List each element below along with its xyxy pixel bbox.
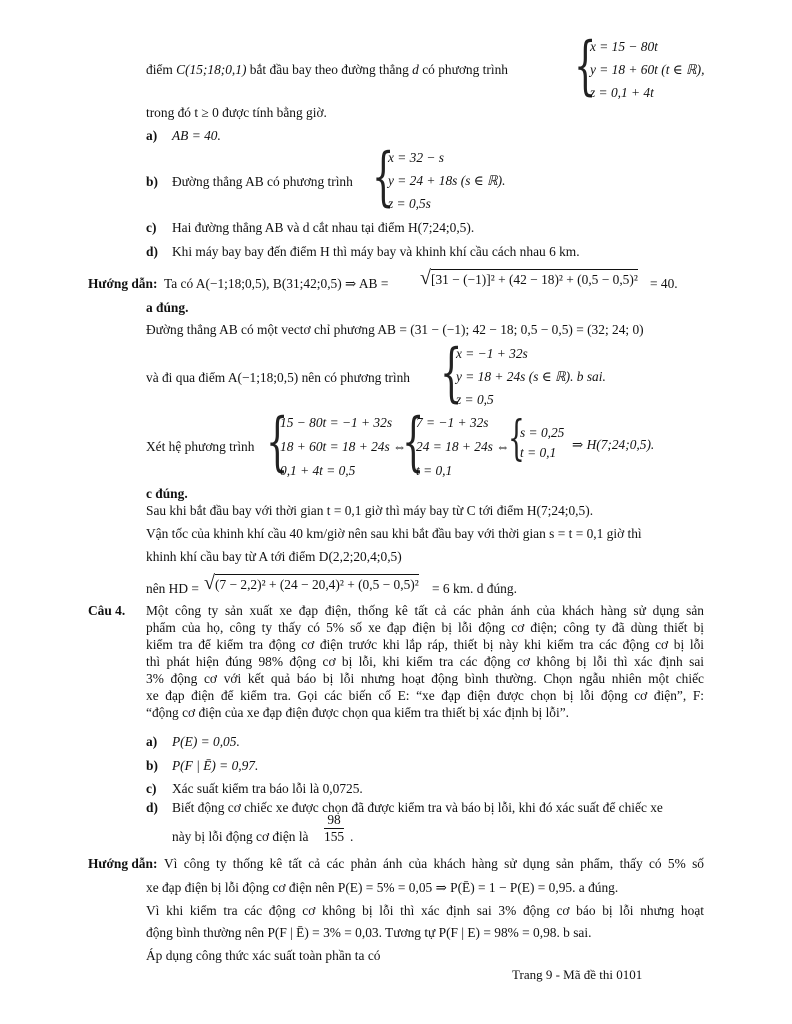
eq: z = 0,1 + 4t — [590, 85, 654, 100]
distance-pre: nên HD = — [146, 581, 199, 596]
brace-icon: { — [508, 410, 525, 466]
eq: y = 18 + 60t (t ∈ ℝ), — [590, 62, 705, 77]
page-footer: Trang 9 - Mã đề thi 0101 — [512, 967, 643, 982]
eq: t = 0,1 — [520, 445, 557, 460]
direction-vector-line: Đường thẳng AB có một vectơ chỉ phương AB = (31 − (−1); 42 − 18; 0,5 − 0,5) = (32; 24; 0) — [146, 322, 644, 337]
numerator: 98 — [324, 812, 344, 829]
eq: 24 = 18 + 24s ⇔ — [416, 439, 510, 454]
option-c: Hai đường thẳng AB và d cắt nhau tại điểm H(7;24;0,5). — [172, 220, 475, 235]
solution-2-line: xe đạp điện bị lỗi động cơ điện nên P(E) = 5% = 0,05 ⇒ P(Ē) = 1 − P(E) = 0,95. a đúng. — [146, 880, 619, 895]
option-d-label: d) — [146, 244, 158, 259]
eq: 18 + 60t = 18 + 24s ⇔ — [280, 439, 407, 454]
solution-2-line: động bình thường nên P(F | Ē) = 3% = 0,03. Tương tự P(F | E) = 98% = 0,98. b sai. — [146, 925, 592, 940]
option-c-label: c) — [146, 220, 157, 235]
eq: 7 = −1 + 32s — [416, 415, 489, 430]
brace-icon: { — [372, 140, 395, 214]
distance-result: = 6 km. d đúng. — [432, 581, 517, 596]
consider-system: Xét hệ phương trình — [146, 439, 255, 454]
question-4-line: kiểm tra để kiểm tra động cơ điện trước khi lắp ráp, thiết bị này khi kiểm tra các động cơ bị lỗi — [146, 637, 704, 652]
q4-option-c: Xác suất kiểm tra báo lỗi là 0,0725. — [172, 781, 363, 796]
sqrt-hd: √(7 − 2,2)² + (24 − 20,4)² + (0,5 − 0,5)² — [204, 572, 419, 594]
q4-option-b: P(F | Ē) = 0,97. — [172, 758, 259, 773]
q4-option-d-label: d) — [146, 800, 158, 815]
option-b-label: b) — [146, 174, 158, 189]
solution-2-line: Vì khi kiểm tra các động cơ không bị lỗi thì xác định sai 3% động cơ báo bị lỗi nhưng hoạt — [146, 903, 704, 918]
sqrt-ab: √[31 − (−1)]² + (42 − 18)² + (0,5 − 0,5)² — [420, 267, 638, 289]
solution-2-label: Hướng dẫn: — [88, 856, 158, 871]
solution-line-1: Ta có A(−1;18;0,5), B(31;42;0,5) ⇒ AB = — [164, 276, 389, 291]
line-d: d — [412, 62, 419, 77]
question-4-line: phẩm của họ, công ty thấy có 5% số xe đạp điện bị lỗi động cơ điện; công ty đã dùng thiết bị — [146, 620, 704, 635]
solution-label: Hướng dẫn: — [88, 276, 158, 291]
sqrt-content: (7 − 2,2)² + (24 − 20,4)² + (0,5 − 0,5)² — [215, 574, 419, 592]
fraction-98-155 — [324, 812, 344, 845]
problem-line-1 — [146, 61, 508, 78]
eq: t = 0,1 — [416, 463, 453, 478]
question-4-line: “động cơ điện của xe đạp điện được chọn qua kiểm tra thiết bị xác định bị lỗi”. — [146, 705, 570, 720]
brace-icon: { — [574, 29, 597, 103]
eq: y = 18 + 24s (s ∈ ℝ). b sai. — [456, 369, 606, 384]
point-c: C(15;18;0,1) — [176, 62, 247, 77]
verdict-c: c đúng. — [146, 486, 188, 501]
question-4-line: thì phát hiện đúng 98% động cơ bị lỗi, khi kiểm tra các động cơ không bị lỗi thì xác định sai — [146, 654, 704, 669]
eq: x = 32 − s — [388, 150, 445, 165]
q4-option-c-label: c) — [146, 781, 157, 796]
question-4-line: xe đạp điện để kiểm tra. Gọi các biến cố E: “xe đạp điện được chọn bị lỗi động cơ điện”, F: — [146, 688, 704, 703]
line-through-a: và đi qua điểm A(−1;18;0,5) nên có phương trình — [146, 370, 410, 385]
eq: y = 24 + 18s (s ∈ ℝ). — [388, 173, 506, 188]
q4-option-d-line-2: này bị lỗi động cơ điện là — [172, 829, 309, 844]
question-4-label: Câu 4. — [88, 603, 126, 618]
verdict-a: a đúng. — [146, 300, 189, 315]
solution-plane: Sau khi bắt đầu bay với thời gian t = 0,1 giờ thì máy bay từ C tới điểm H(7;24;0,5). — [146, 503, 594, 518]
sqrt-content: [31 − (−1)]² + (42 − 18)² + (0,5 − 0,5)² — [431, 269, 638, 287]
eq: s = 0,25 — [520, 425, 565, 440]
q4-option-b-label: b) — [146, 758, 158, 773]
eq: 0,1 + 4t = 0,5 — [280, 463, 356, 478]
option-b: Đường thẳng AB có phương trình — [172, 174, 353, 189]
brace-icon: { — [440, 336, 463, 410]
eq: z = 0,5s — [388, 196, 431, 211]
intersection-h: ⇒ H(7;24;0,5). — [572, 437, 655, 452]
eq: x = −1 + 32s — [456, 346, 528, 361]
q4-option-a-label: a) — [146, 734, 158, 749]
brace-icon: { — [402, 405, 425, 479]
brace-icon: { — [266, 405, 289, 479]
question-4-line: 3% động cơ với kết quả báo bị lỗi nhưng hoạt động bình thường. Chọn ngẫu nhiên một chiếc — [146, 671, 704, 686]
eq: z = 0,5 — [456, 392, 494, 407]
eq: 15 − 80t = −1 + 32s — [280, 415, 393, 430]
solution-balloon-2: khinh khí cầu bay từ A tới điểm D(2,2;20,4;0,5) — [146, 549, 402, 564]
text: điểm — [146, 62, 173, 77]
denominator: 155 — [324, 829, 345, 844]
option-a: AB = 40. — [172, 128, 221, 143]
eq: x = 15 − 80t — [590, 39, 658, 54]
solution-2-line: Vì công ty thống kê tất cả các phản ánh của khách hàng sử dụng sản phẩm, thấy có 5% số — [164, 856, 704, 871]
period: . — [350, 829, 354, 844]
text: có phương trình — [422, 62, 508, 77]
solution-balloon-1: Vận tốc của khinh khí cầu 40 km/giờ nên sau khi bắt đầu bay với thời gian s = t = 0,1 giờ thì — [146, 526, 642, 541]
question-4-line: Một công ty sản xuất xe đạp điện, thống kê tất cả các phản ánh của khách hàng sử dụng sản — [146, 603, 704, 618]
text: bắt đầu bay theo đường thẳng — [249, 62, 409, 77]
solution-result: = 40. — [650, 276, 678, 291]
option-a-label: a) — [146, 128, 158, 143]
q4-option-d: Biết động cơ chiếc xe được chọn đã được kiểm tra và báo bị lỗi, khi đó xác suất để chiếc xe — [172, 800, 663, 815]
problem-line-2: trong đó t ≥ 0 được tính bằng giờ. — [146, 105, 327, 120]
solution-2-line: Áp dụng công thức xác suất toàn phần ta có — [146, 948, 381, 963]
q4-option-a: P(E) = 0,05. — [172, 734, 240, 749]
option-d: Khi máy bay bay đến điểm H thì máy bay và khinh khí cầu cách nhau 6 km. — [172, 244, 580, 259]
